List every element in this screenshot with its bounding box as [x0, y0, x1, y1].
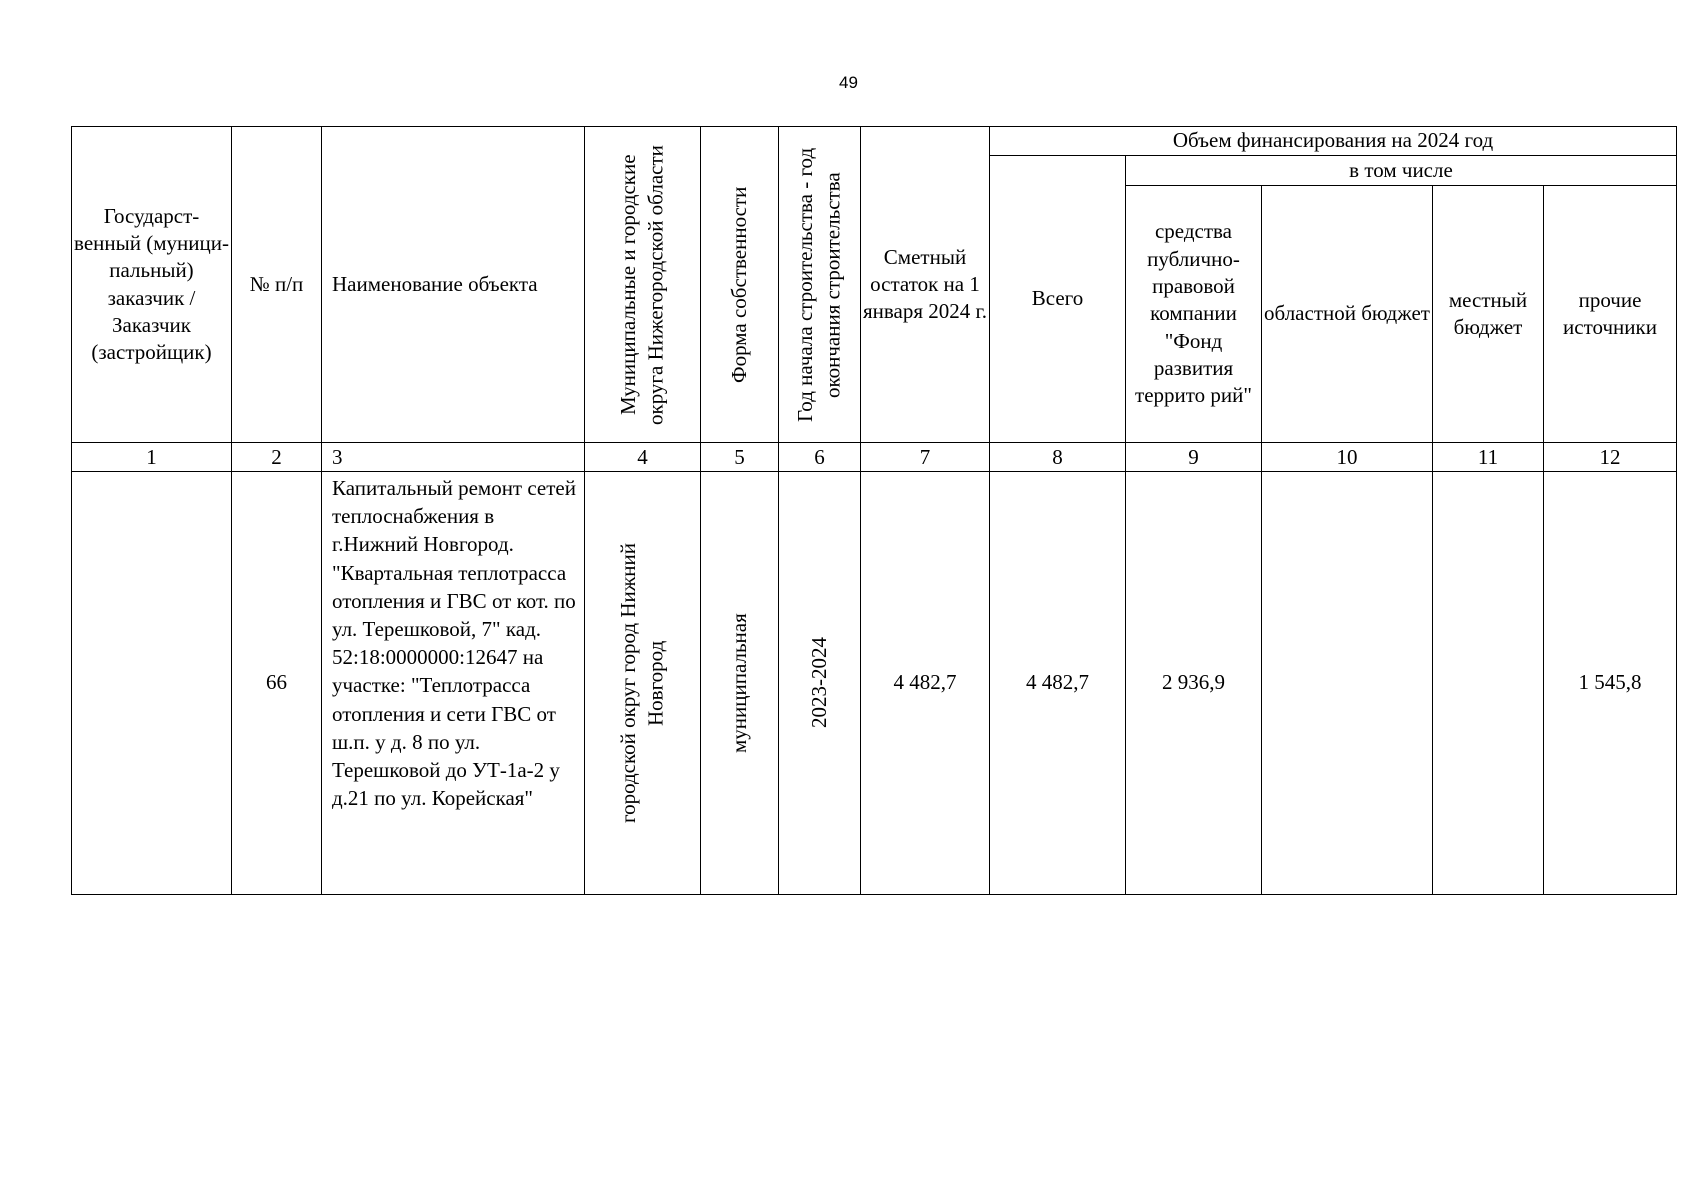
header-including: в том числе [1126, 156, 1677, 186]
header-municipality: Муниципальные и городские округа Нижегородской области [616, 144, 668, 425]
header-estimated-balance: Сметный остаток на 1 января 2024 г. [861, 127, 990, 443]
row-number: 66 [232, 472, 322, 895]
header-number: № п/п [232, 127, 322, 443]
row-regional-budget [1262, 472, 1433, 895]
row-customer [72, 472, 232, 895]
header-object-name: Наименование объекта [322, 127, 585, 443]
row-local-budget [1433, 472, 1544, 895]
column-number: 5 [701, 443, 779, 472]
header-local-budget: местный бюджет [1433, 186, 1544, 443]
column-number: 2 [232, 443, 322, 472]
header-financing: Объем финансирования на 2024 год [990, 127, 1677, 156]
page-number: 49 [839, 73, 858, 92]
column-number: 10 [1262, 443, 1433, 472]
table-row [72, 472, 1677, 895]
financing-table [71, 126, 1677, 895]
row-municipality-cell [585, 472, 701, 895]
column-number: 6 [779, 443, 861, 472]
column-number: 4 [585, 443, 701, 472]
column-number: 7 [861, 443, 990, 472]
header-customer: Государст-венный (муници-пальный) заказчик / Заказчик (застройщик) [72, 127, 232, 443]
column-number: 3 [322, 443, 585, 472]
header-years: Год начала строительства - год окончания строительства [793, 147, 845, 422]
header-municipality-cell [585, 127, 701, 443]
header-years-cell [779, 127, 861, 443]
row-total: 4 482,7 [990, 472, 1126, 895]
row-ownership-cell [701, 472, 779, 895]
column-number: 1 [72, 443, 232, 472]
header-fund: средства публично-правовой компании "Фонд развития террито рий" [1126, 186, 1262, 443]
row-ownership: муниципальная [726, 613, 751, 753]
header-ownership-cell [701, 127, 779, 443]
row-years-cell [779, 472, 861, 895]
column-numbers-row [72, 443, 1677, 472]
row-years: 2023-2024 [806, 637, 831, 729]
column-number: 9 [1126, 443, 1262, 472]
row-estimated-balance: 4 482,7 [861, 472, 990, 895]
column-number: 8 [990, 443, 1126, 472]
row-municipality: городской округ город Нижний Новгород [616, 543, 668, 823]
column-number: 12 [1544, 443, 1677, 472]
column-number: 11 [1433, 443, 1544, 472]
header-other-sources: прочие источники [1544, 186, 1677, 443]
row-other-sources: 1 545,8 [1544, 472, 1677, 895]
row-fund: 2 936,9 [1126, 472, 1262, 895]
header-regional-budget: областной бюджет [1262, 186, 1433, 443]
row-object-name: Капитальный ремонт сетей теплоснабжения в г.Нижний Новгород. "Квартальная теплотрасса отопления и ГВС от кот. по ул. Терешковой, 7" кад. 52:18:0000000:12647 на участке: "Теплотрасса отопления и сети ГВС от ш.п. у д. 8 по ул. Терешковой до УТ-1а-2 у д.21 по ул. Корейская" [322, 472, 585, 895]
header-ownership: Форма собственности [726, 186, 751, 383]
header-total: Всего [990, 156, 1126, 443]
